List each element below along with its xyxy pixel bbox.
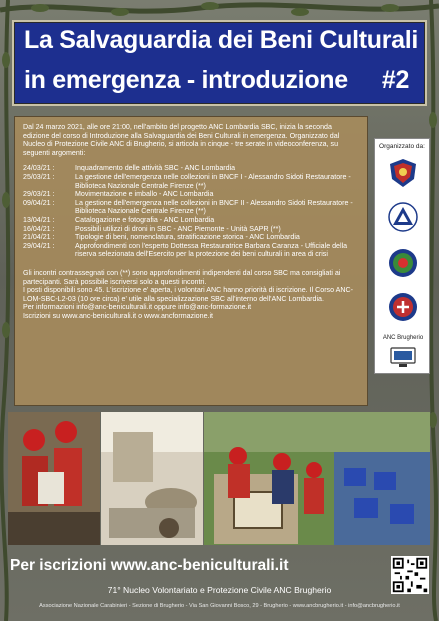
schedule-date: 21/04/21 : — [23, 233, 55, 242]
address-line: Associazione Nazionale Carabinieri - Sezione di Brugherio - Via San Giovanni Bosco, 29 - Brugherio - www.ancbrugherio.it - info@ancbrugherio.it — [39, 603, 400, 609]
schedule-date: 24/03/21 : — [23, 164, 55, 173]
intro-text: Dal 24 marzo 2021, alle ore 21:00, nell'ambito del progetto ANC Lombardia SBC, inizia la seconda edizione del corso di Introduzione alla Salvaguardia dei Beni Culturali in emergenza. Organizzato dal Nucleo di Protezione Civile ANC di Brugherio, si articola in cinque - tre serate in videoconferenza, su seguenti argomenti: — [23, 123, 340, 157]
organizers-sidebar — [374, 138, 430, 374]
schedule-row — [23, 233, 359, 242]
schedule-topic: La gestione dell'emergenza nelle collezioni in BNCF II - Alessandro Sidoti Restauratore - Biblioteca Nazionale Centrale Firenze (**) — [75, 198, 353, 216]
title-line-2 — [24, 66, 409, 95]
organizers-title: Organizzato da: — [379, 143, 425, 150]
computer-icon — [389, 347, 417, 369]
schedule-row — [23, 190, 359, 199]
schedule-date: 29/04/21 : — [23, 241, 55, 250]
protezione-civile-triangle-icon — [387, 201, 419, 233]
schedule-topic: Tipologie di beni, nomenclatura, stratificazione storica - ANC Lombardia — [75, 233, 300, 242]
edition-number: #2 — [381, 66, 410, 94]
title-line-2-text: in emergenza - introduzione — [24, 66, 348, 94]
schedule-topic: Possibili utilizzi di droni in SBC - ANC Piemonte - Unità SAPR (**) — [75, 224, 281, 233]
title-banner — [12, 20, 427, 106]
photo-salvage-exercise — [204, 412, 430, 545]
anc-round-emblem-icon — [387, 247, 419, 279]
photo-document-handling — [101, 412, 203, 545]
photo-volunteers-with-helmets — [8, 412, 100, 545]
schedule-date: 25/03/21 : — [23, 172, 55, 181]
schedule-topic: Approfondimenti con l'esperto Dottessa Restauratrice Barbara Caranza - Ufficiale della riserva selezionata dell'Esercito per la protezione dei beni culturali in area di crisi — [75, 241, 348, 259]
anc-shield-logo-icon — [387, 157, 419, 189]
note-registration: I posti disponibili sono 45. L'iscrizione e' aperta, i volontari ANC hanno priorità di iscrizione. Il Corso ANC-LOM-SBC-L2-03 (10 ore circa) e' utile alla specializzazione SBC all'interno dell'ANC Lombardia. — [23, 286, 353, 303]
schedule-date: 29/03/21 : — [23, 190, 55, 199]
schedule-row — [23, 225, 359, 234]
schedule-date: 16/04/21 : — [23, 224, 55, 233]
schedule-topic: La gestione dell'emergenza nelle collezioni in BNCF I - Alessandro Sidoti Restauratore - Biblioteca Nazionale Centrale Firenze (**) — [75, 172, 351, 190]
schedule-row — [23, 164, 359, 173]
note-info-emails[interactable]: Per informazioni info@anc-beniculturali.it oppure info@anc-formazione.it — [23, 303, 252, 312]
schedule-row — [23, 199, 359, 216]
title-line-1: La Salvaguardia dei Beni Culturali — [24, 26, 419, 54]
note-optional-sessions: Gli incontri contrassegnati con (**) sono approfondimenti indipendenti dal corso SBC ma consigliati ai partecipanti. Sarà possibile iscriversi solo a questi incontri. — [23, 268, 341, 286]
schedule-row — [23, 216, 359, 225]
schedule-topic: Catalogazione e fotografia - ANC Lombardia — [75, 215, 215, 224]
schedule-date: 13/04/21 : — [23, 215, 55, 224]
schedule-row — [23, 242, 359, 259]
schedule-row — [23, 173, 359, 190]
schedule-topic: Inquadramento delle attività SBC - ANC Lombardia — [75, 164, 236, 173]
schedule-table — [23, 164, 359, 259]
nucleo-brugherio-emblem-icon — [387, 291, 419, 323]
signup-banner[interactable]: Per iscrizioni www.anc-beniculturali.it — [10, 557, 289, 574]
content-panel — [14, 116, 368, 406]
notes-block — [23, 269, 359, 321]
nucleo-line: 71° Nucleo Volontariato e Protezione Civile ANC Brugherio — [107, 585, 332, 595]
organizer-label: ANC Brugherio — [382, 335, 424, 341]
note-signup-sites[interactable]: Iscrizioni su www.anc-beniculturali.it o www.ancformazione.it — [23, 311, 214, 320]
schedule-topic: Movimentazione e imballo - ANC Lombardia — [75, 190, 214, 199]
schedule-date: 09/04/21 : — [23, 198, 55, 207]
